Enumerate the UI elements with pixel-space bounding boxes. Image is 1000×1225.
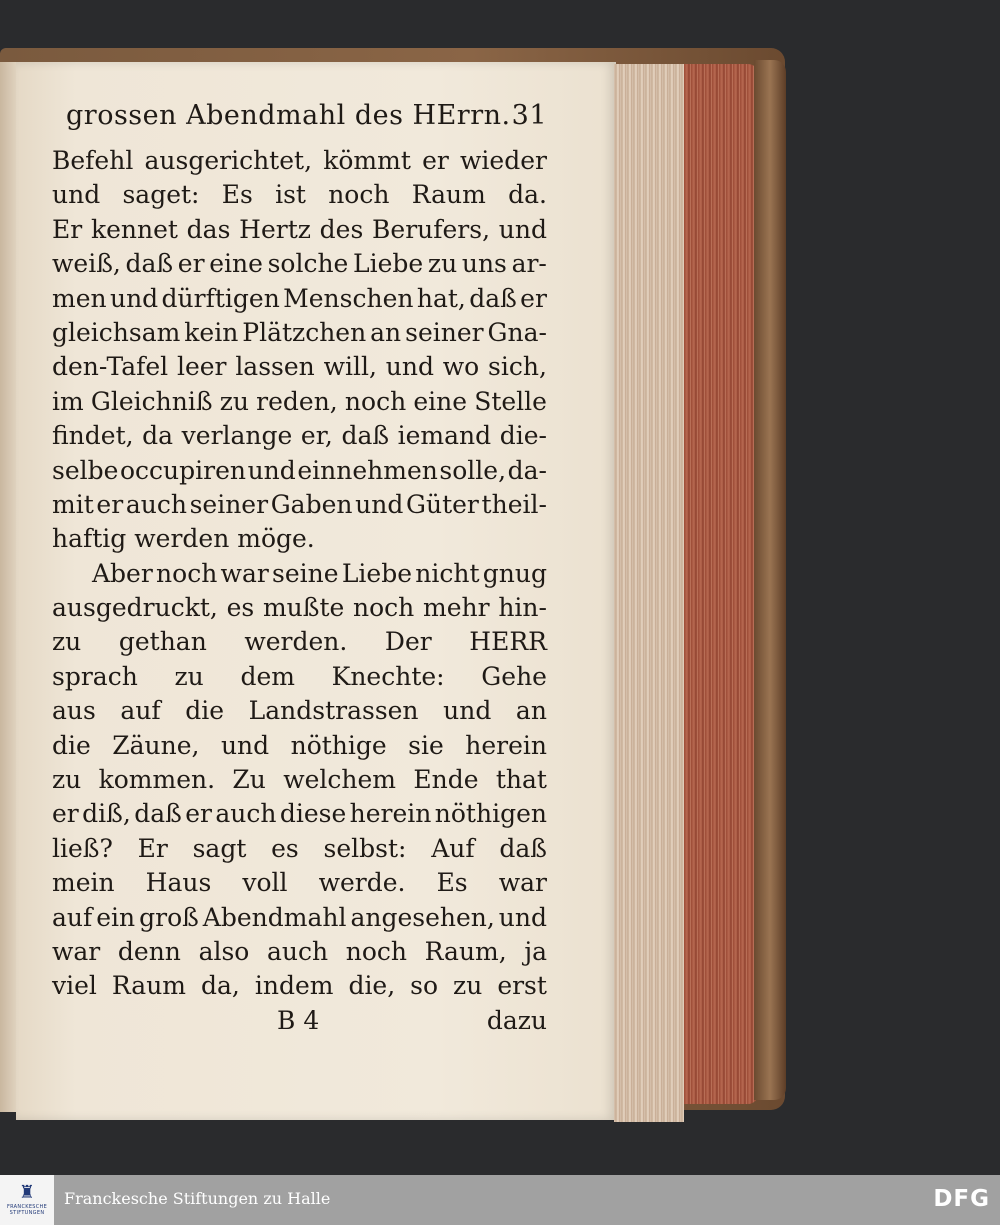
red-page-edges — [684, 64, 758, 1104]
text-line: haftig werden möge. — [52, 524, 315, 554]
text-line: ließ? Er sagt es selbst: Auf daß — [52, 833, 547, 863]
cover-edge — [754, 60, 786, 1100]
running-head: grossen Abendmahl des HErrn. — [66, 100, 511, 131]
text-line: viel Raum da, indem die, so zu erst — [52, 971, 547, 1001]
text-line: Befehl ausgerichtet, kömmt er wieder — [52, 146, 547, 175]
page-footer — [52, 1006, 547, 1042]
institution-name[interactable]: Franckesche Stiftungen zu Halle — [64, 1189, 331, 1208]
text-line: Aber noch war seine Liebe nicht gnug — [92, 558, 547, 588]
text-line: den-Tafel leer lassen will, und wo sich, — [52, 352, 547, 382]
text-line: gleichsam kein Plätzchen an seiner Gna- — [52, 317, 547, 347]
page-fore-edge — [614, 64, 684, 1122]
text-line: Er kennet das Hertz des Berufers, und — [52, 214, 547, 244]
text-line: sprach zu dem Knechte: Gehe — [52, 661, 547, 691]
text-line: zu gethan werden. Der HERR — [52, 627, 547, 657]
running-head-line — [52, 100, 547, 144]
page-number: 31 — [511, 100, 547, 131]
text-line: auf ein groß Abendmahl angesehen, und — [52, 902, 547, 932]
text-line: war denn also auch noch Raum, ja — [52, 936, 547, 966]
text-line: ausgedruckt, es mußte noch mehr hin- — [52, 593, 547, 623]
catchword: dazu — [486, 1005, 547, 1035]
text-line: mit er auch seiner Gaben und Güter theil- — [52, 489, 547, 519]
tower-icon: ♜ — [18, 1182, 36, 1203]
institution-logo[interactable] — [0, 1175, 54, 1225]
logo-text: FRANCKESCHE STIFTUNGEN — [6, 1204, 48, 1216]
text-line: aus auf die Landstrassen und an — [52, 696, 547, 726]
signature-mark: B 4 — [277, 1005, 320, 1035]
text-line: selbe occupiren und einnehmen solle, da- — [52, 455, 547, 485]
text-line: mein Haus voll werde. Es war — [52, 868, 547, 898]
dfg-logo[interactable]: DFG — [933, 1186, 990, 1212]
text-line: er diß, daß er auch diese herein nöthigen — [52, 799, 547, 829]
page-text — [52, 100, 547, 1042]
viewer-footer-bar — [0, 1175, 1000, 1225]
text-line: findet, da verlange er, daß iemand die- — [52, 421, 547, 451]
text-line: und saget: Es ist noch Raum da. — [52, 180, 547, 210]
text-line: weiß, daß er eine solche Liebe zu uns ar- — [52, 249, 547, 279]
text-line: men und dürftigen Menschen hat, daß er — [52, 283, 547, 313]
text-line: im Gleichniß zu reden, noch eine Stelle — [52, 386, 547, 416]
text-line: zu kommen. Zu welchem Ende that — [52, 765, 547, 795]
text-line: die Zäune, und nöthige sie herein — [52, 730, 547, 760]
